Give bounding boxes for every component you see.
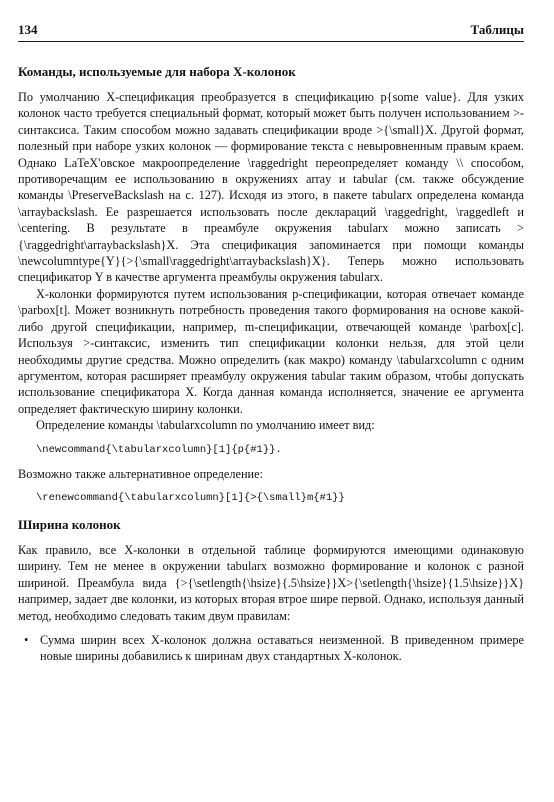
header-rule bbox=[18, 41, 524, 42]
paragraph: По умолчанию X-спецификация преобразуется в спецификацию p{some value}. Для узких колонок часто требуется специальный формат, который может быть получен использованием >-синтаксиса. Таким способом можно задавать спецификации вроде >{\small}X. Другой формат, полезный при наборе узких колонок — формирование текста с невыровненным правым краем. Однако LaTeX'овское макроопределение \raggedright переопределяет команду \\ способом, противоречащим ее использованию в окружениях array и tabular (см. также обсуждение команды \PreserveBackslash на с. 127). Исходя из этого, в пакете tabularx определена команда \arraybackslash. Ее разрешается использовать после деклараций \raggedright, \raggedleft и \centering. В результате в преамбуле окружения tabularx можно записать >{\raggedright\arraybackslash}X. Эта спецификация запоминается при помощи команды \newcolumntype{Y}{>{\small\raggedright\arraybackslash}X}. Теперь можно использовать спецификатор Y в качестве аргумента преамбулы окружения tabularx. bbox=[18, 90, 524, 285]
paragraph: Определение команды \tabularxcolumn по умолчанию имеет вид: bbox=[36, 418, 375, 433]
paragraph: Как правило, все X-колонки в отдельной таблице формируются имеющими одинаковую ширину. Тем не менее в окружении tabularx возможно формирование и колонок с разной шириной. Преамбула вида {>{\setlength{\hsize}{.5\hsize}}X>{\setlength{\hsize}{1.5\hsize}}X} например, задает две колонки, из которых вторая втрое шире первой. Однако, используя данный метод, необходимо следовать таким двум правилам: bbox=[18, 542, 524, 623]
section-heading-x-columns: Команды, используемые для набора X-колонок bbox=[18, 64, 296, 79]
list-item bbox=[24, 632, 524, 665]
code-block: \newcommand{\tabularxcolumn}[1]{p{#1}}. bbox=[36, 443, 282, 456]
running-head bbox=[18, 22, 524, 38]
list-item-text: Сумма ширин всех X-колонок должна оставаться неизменной. В приведенном примере новые ширины добавились к ширинам двух стандартных X-колонок. bbox=[40, 632, 524, 664]
paragraph: Возможно также альтернативное определение: bbox=[18, 466, 264, 481]
page-content bbox=[18, 56, 524, 665]
paragraph: X-колонки формируются путем использования p-спецификации, которая отвечает команде \parbox[t]. Может возникнуть потребность проведения такого формирования на основе какой-либо другой спецификации, например, m-спецификации, отвечающей команде \parbox[c]. Используя >-синтаксис, изменить тип спецификации колонки нельзя, для этой цели необходимы другие средства. Можно определить (как макро) команду \tabularxcolumn с одним аргументом, которая расширяет преамбулу окружения tabular таким образом, чтобы допускать использование спецификатора X. Когда данная команда исполняется, значение ее аргумента определяет фактическую ширину колонки. bbox=[18, 286, 524, 416]
page-number: 134 bbox=[18, 22, 38, 37]
section-heading-column-width: Ширина колонок bbox=[18, 516, 121, 532]
running-title: Таблицы bbox=[470, 22, 524, 37]
code-block: \renewcommand{\tabularxcolumn}[1]{>{\small}m{#1}} bbox=[36, 491, 345, 504]
bullet-icon: • bbox=[24, 632, 29, 647]
rules-list bbox=[18, 632, 524, 665]
